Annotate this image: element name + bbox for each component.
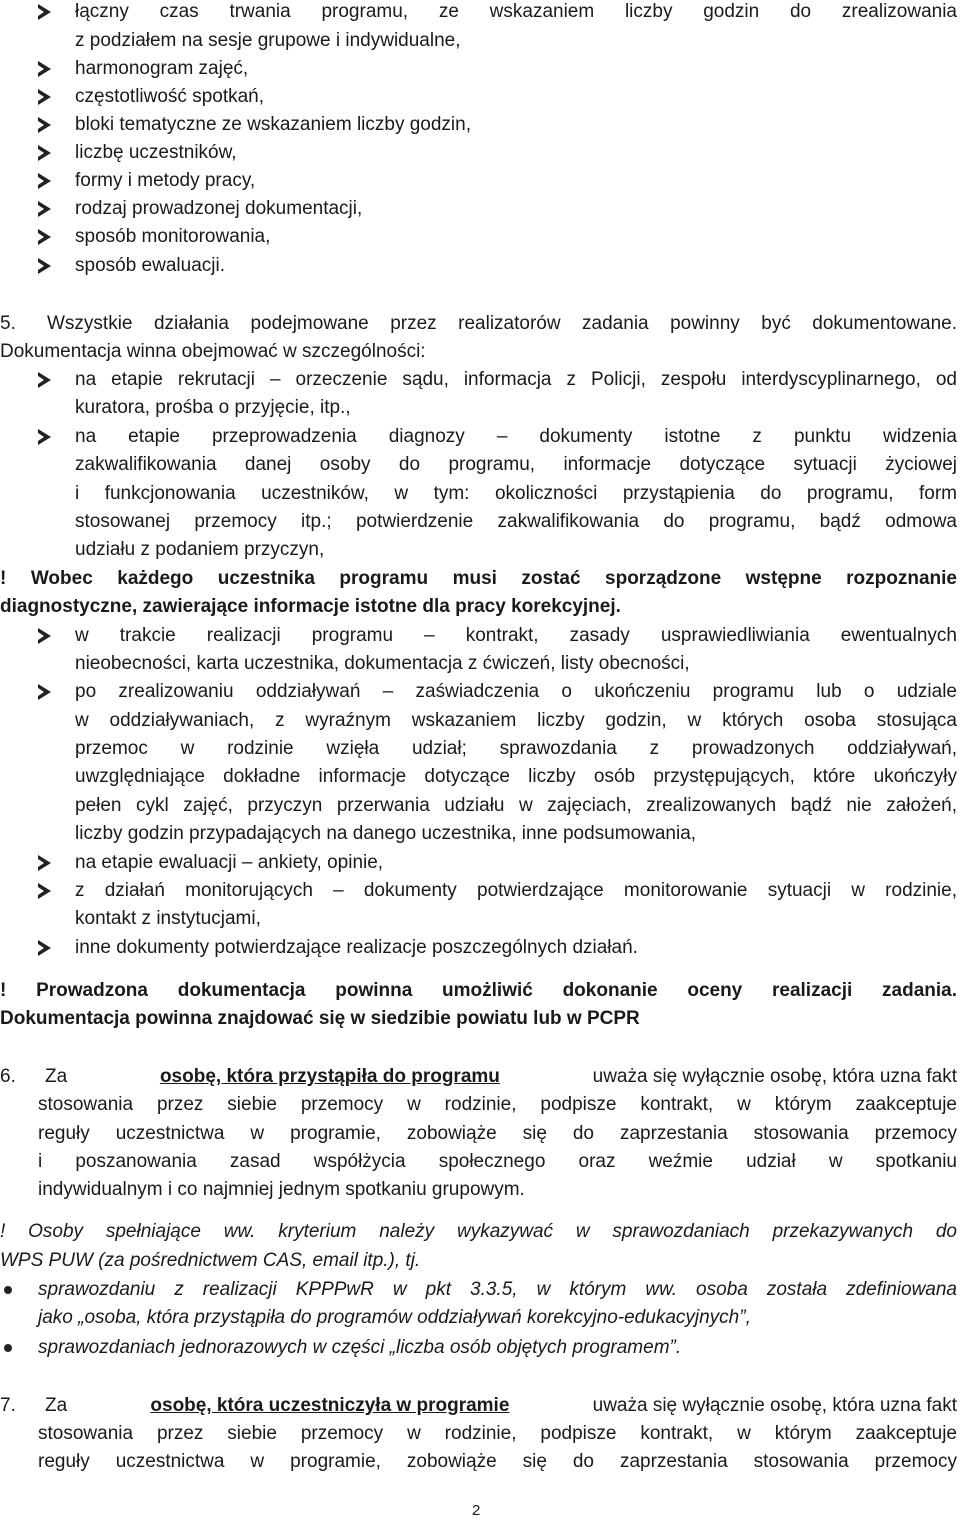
arrow-bullet-icon	[38, 89, 51, 105]
arrow-bullet-icon	[38, 684, 51, 700]
arrow-bullet-icon	[38, 201, 51, 217]
lead-word: Za	[45, 1395, 68, 1416]
important-note: ! Osoby spełniające ww. kryterium należy wykazywać w sprawozdaniach przekazywanych do	[0, 1221, 957, 1242]
important-note: Dokumentacja powinna znajdować się w siedzibie powiatu lub w PCPR	[0, 1008, 640, 1029]
arrow-bullet-icon	[38, 883, 51, 899]
list-item-continuation: pełen cykl zajęć, przyczyn przerwania udziału w zajęciach, zrealizowanych bądź nie założeń,	[75, 795, 957, 816]
list-item: łączny czas trwania programu, ze wskazaniem liczby godzin do zrealizowania	[75, 1, 957, 22]
important-note: ! Prowadzona dokumentacja powinna umożliwić dokonanie oceny realizacji zadania.	[0, 980, 957, 1001]
arrow-bullet-icon	[38, 173, 51, 189]
list-item-continuation: i funkcjonowania uczestników, w tym: okoliczności przystąpienia do programu, form	[75, 483, 957, 504]
list-item: harmonogram zajęć,	[75, 58, 249, 79]
paragraph-line: reguły uczestnictwa w programie, zobowiąże się do zaprzestania stosowania przemocy	[38, 1451, 957, 1472]
list-item-continuation: w oddziaływaniach, z wyraźnym wskazaniem liczby godzin, w których osoba stosująca	[75, 710, 957, 731]
list-item: z działań monitorujących – dokumenty potwierdzające monitorowanie sytuacji w rodzinie,	[75, 880, 957, 901]
paragraph-line: Dokumentacja winna obejmować w szczególności:	[0, 341, 426, 362]
list-item: sposób monitorowania,	[75, 226, 271, 247]
defined-term: osobę, która przystąpiła do programu	[159, 1066, 500, 1087]
arrow-bullet-icon	[38, 229, 51, 245]
section-number: 7.	[0, 1395, 16, 1416]
paragraph-line	[45, 1394, 957, 1418]
list-item: rodzaj prowadzonej dokumentacji,	[75, 198, 363, 219]
list-item-continuation: liczby godzin przypadających na danego uczestnika, inne podsumowania,	[75, 823, 697, 844]
arrow-bullet-icon	[38, 855, 51, 871]
list-item: sprawozdaniach jednorazowych w części „liczba osób objętych programem”.	[38, 1337, 682, 1358]
list-item-continuation: udziału z podaniem przyczyn,	[75, 539, 325, 560]
list-item: na etapie przeprowadzenia diagnozy – dokumenty istotne z punktu widzenia	[75, 426, 957, 447]
bullet-dot-icon	[4, 1344, 12, 1352]
arrow-bullet-icon	[38, 940, 51, 956]
paragraph-line	[45, 1065, 957, 1089]
list-item: w trakcie realizacji programu – kontrakt, zasady usprawiedliwiania ewentualnych	[75, 625, 957, 646]
defined-term: osobę, która uczestniczyła w programie	[150, 1395, 510, 1416]
arrow-bullet-icon	[38, 429, 51, 445]
arrow-bullet-icon	[38, 4, 51, 20]
important-note: WPS PUW (za pośrednictwem CAS, email itp.), tj.	[0, 1250, 421, 1271]
arrow-bullet-icon	[38, 117, 51, 133]
list-item: na etapie rekrutacji – orzeczenie sądu, informacja z Policji, zespołu interdyscyplinarnego, od	[75, 369, 957, 390]
list-item: liczbę uczestników,	[75, 142, 237, 163]
list-item: formy i metody pracy,	[75, 170, 256, 191]
arrow-bullet-icon	[38, 372, 51, 388]
list-item: inne dokumenty potwierdzające realizacje poszczególnych działań.	[75, 937, 638, 958]
list-item: częstotliwość spotkań,	[75, 86, 265, 107]
list-item-continuation: nieobecności, karta uczestnika, dokumentacja z ćwiczeń, listy obecności,	[75, 653, 690, 674]
list-item: sprawozdaniu z realizacji KPPPwR w pkt 3.3.5, w którym ww. osoba została zdefiniowana	[38, 1279, 957, 1300]
section-number: 6.	[0, 1066, 16, 1087]
paragraph-text: uważa się wyłącznie osobę, która uzna fakt	[592, 1395, 957, 1416]
arrow-bullet-icon	[38, 628, 51, 644]
list-item-continuation: z podziałem na sesje grupowe i indywidualne,	[75, 30, 461, 51]
lead-word: Za	[45, 1066, 68, 1087]
list-item-continuation: przemoc w rodzinie wzięła udział; sprawozdania z prowadzonych oddziaływań,	[75, 738, 957, 759]
paragraph-line: indywidualnym i co najmniej jednym spotkaniu grupowym.	[38, 1179, 525, 1200]
important-note: diagnostyczne, zawierające informacje istotne dla pracy korekcyjnej.	[0, 596, 621, 617]
list-item-continuation: jako „osoba, która przystąpiła do programów oddziaływań korekcyjno-edukacyjnych”,	[38, 1307, 751, 1328]
list-item-continuation: stosowanej przemocy itp.; potwierdzenie zakwalifikowania do programu, bądź odmowa	[75, 511, 957, 532]
list-item: sposób ewaluacji.	[75, 255, 225, 276]
list-item-continuation: kontakt z instytucjami,	[75, 908, 261, 929]
paragraph-line: stosowania przez siebie przemocy w rodzinie, podpisze kontrakt, w którym zaakceptuje	[38, 1094, 957, 1115]
page-number: 2	[472, 1502, 481, 1519]
arrow-bullet-icon	[38, 258, 51, 274]
list-item: po zrealizowaniu oddziaływań – zaświadczenia o ukończeniu programu lub o udziale	[75, 681, 957, 702]
arrow-bullet-icon	[38, 61, 51, 77]
list-item-continuation: uwzględniające dokładne informacje dotyczące liczby osób przystępujących, które ukończyły	[75, 766, 957, 787]
section-number: 5.	[0, 313, 16, 334]
important-note: ! Wobec każdego uczestnika programu musi zostać sporządzone wstępne rozpoznanie	[0, 568, 957, 589]
list-item-continuation: zakwalifikowania danej osoby do programu, informacje dotyczące sytuacji życiowej	[75, 454, 957, 475]
paragraph-line: i poszanowania zasad współżycia społecznego oraz weźmie udział w spotkaniu	[38, 1151, 957, 1172]
list-item-continuation: kuratora, prośba o przyjęcie, itp.,	[75, 397, 351, 418]
section-heading: Wszystkie działania podejmowane przez realizatorów zadania powinny być dokumentowane.	[47, 313, 957, 334]
arrow-bullet-icon	[38, 145, 51, 161]
list-item: bloki tematyczne ze wskazaniem liczby godzin,	[75, 114, 472, 135]
paragraph-line: stosowania przez siebie przemocy w rodzinie, podpisze kontrakt, w którym zaakceptuje	[38, 1423, 957, 1444]
paragraph-line: reguły uczestnictwa w programie, zobowiąże się do zaprzestania stosowania przemocy	[38, 1123, 957, 1144]
list-item: na etapie ewaluacji – ankiety, opinie,	[75, 852, 384, 873]
bullet-dot-icon	[4, 1286, 12, 1294]
paragraph-text: uważa się wyłącznie osobę, która uzna fakt	[592, 1066, 957, 1087]
